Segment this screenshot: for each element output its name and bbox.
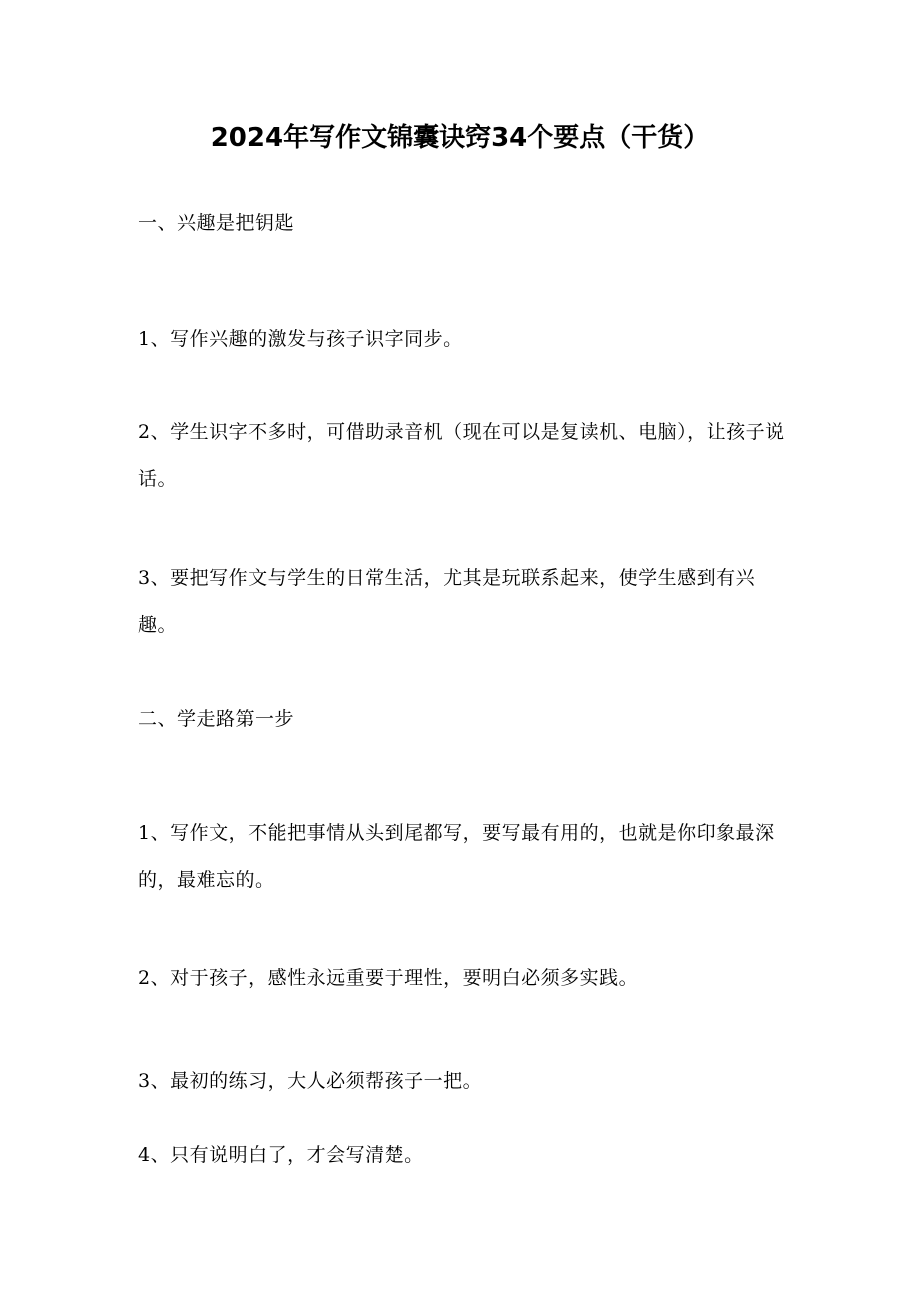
section-heading-2: 二、学走路第一步 [138,708,295,730]
section-2-item-1: 1、写作文，不能把事情从头到尾都写，要写最有用的，也就是你印象最深的，最难忘的。 [138,822,775,891]
section-2-item-2: 2、对于孩子，感性永远重要于理性，要明白必须多实践。 [138,967,639,989]
section-1-item-3: 3、要把写作文与学生的日常生活，尤其是玩联系起来，使学生感到有兴趣。 [138,567,756,636]
document-title: 2024年写作文锦囊诀窍34个要点（干货） [210,123,710,153]
section-2-item-4: 4、只有说明白了，才会写清楚。 [138,1144,424,1166]
section-heading-1: 一、兴趣是把钥匙 [138,212,295,234]
section-2-item-3: 3、最初的练习，大人必须帮孩子一把。 [138,1070,483,1092]
section-1-item-1: 1、写作兴趣的激发与孩子识字同步。 [138,328,463,350]
section-1-item-2: 2、学生识字不多时，可借助录音机（现在可以是复读机、电脑），让孩子说话。 [138,421,785,490]
